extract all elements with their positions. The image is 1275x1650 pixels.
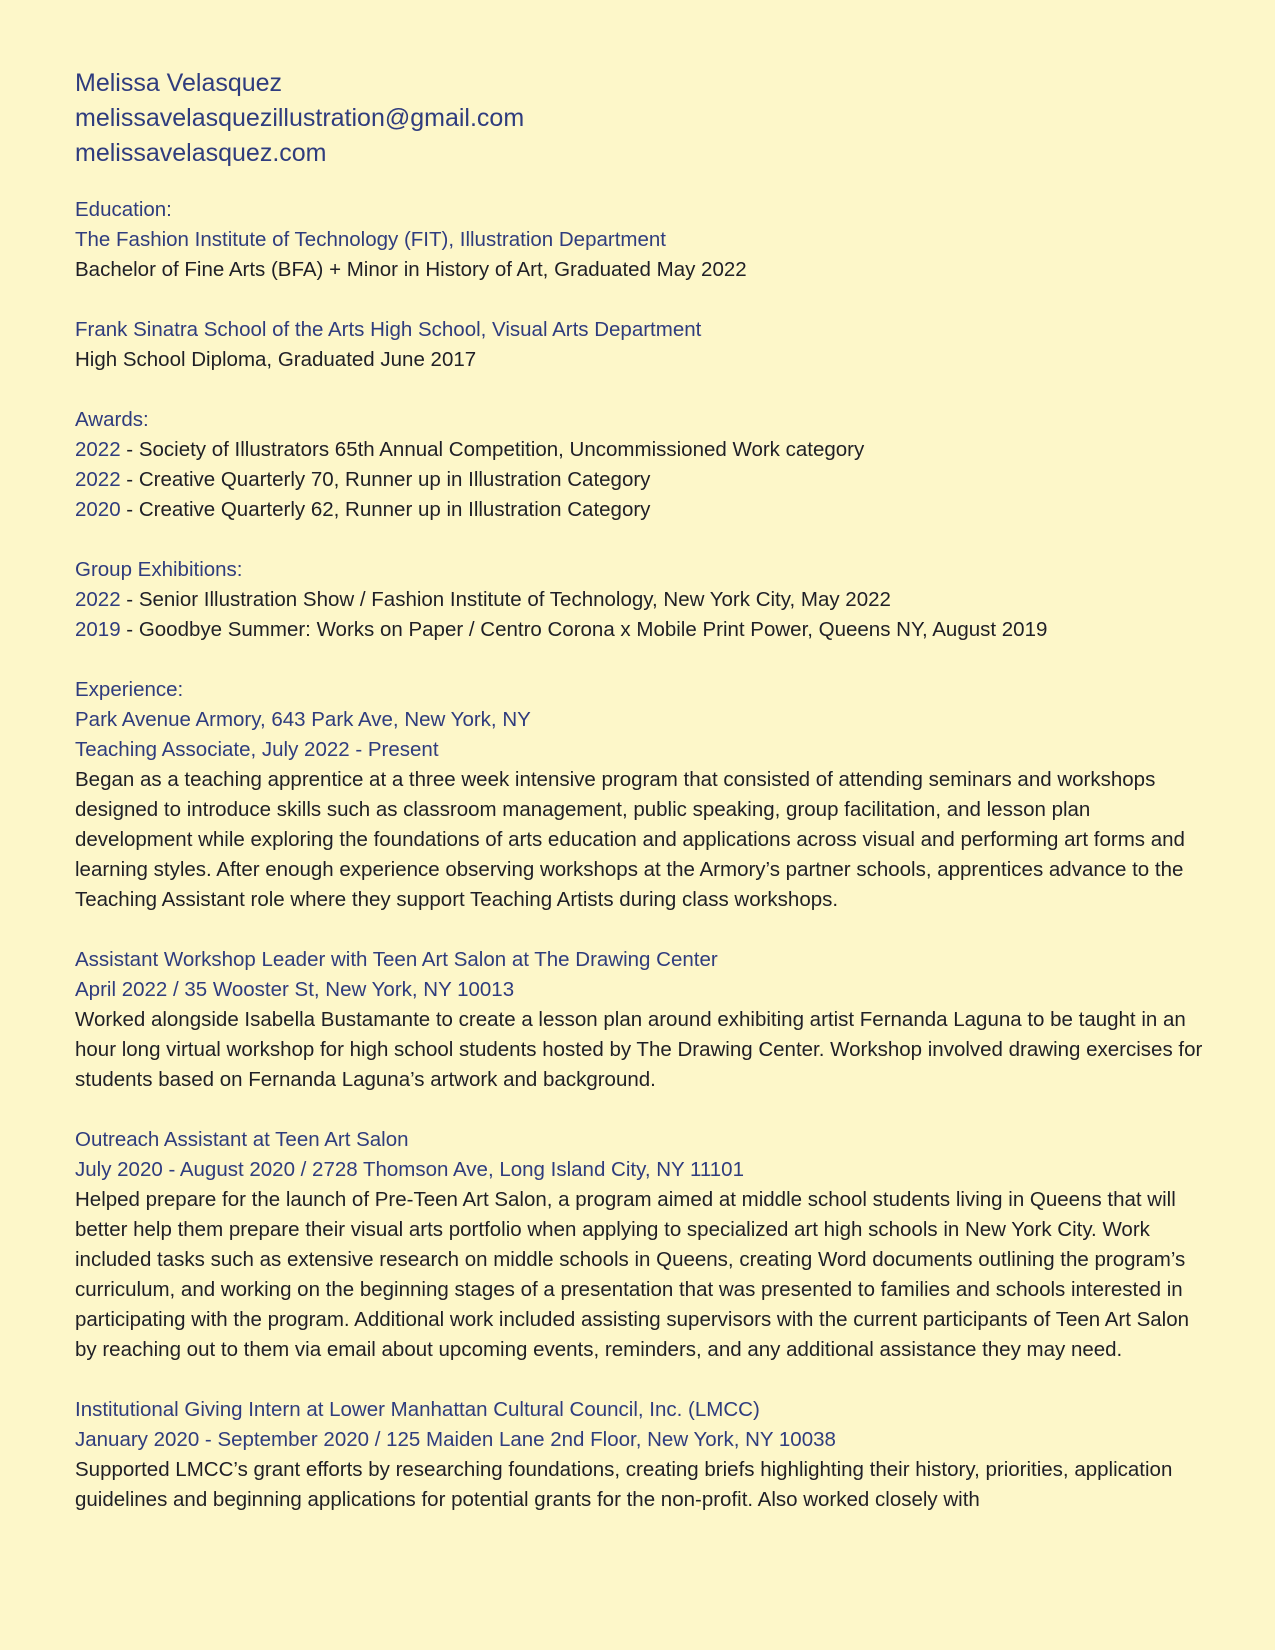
education-detail: High School Diploma, Graduated June 2017 [75, 348, 477, 371]
experience-title: Institutional Giving Intern at Lower Manhattan Cultural Council, Inc. (LMCC) [75, 1398, 760, 1421]
awards-label: Awards: [75, 408, 149, 431]
award-year: 2020 [75, 498, 121, 521]
award-item [75, 435, 1275, 465]
award-text: - Creative Quarterly 62, Runner up in Illustration Category [120, 498, 651, 521]
exhibition-text: - Senior Illustration Show / Fashion Institute of Technology, New York City, May 2022 [120, 588, 891, 611]
experience-description: Supported LMCC’s grant efforts by researching foundations, creating briefs highlighting their history, priorities, application guidelines and beginning applications for potential grants for the non-profit. Also worked closely with [75, 1458, 1173, 1511]
education-institution: The Fashion Institute of Technology (FIT), Illustration Department [75, 228, 666, 251]
exhibition-item [75, 585, 1275, 615]
award-year: 2022 [75, 468, 121, 491]
experience-role: July 2020 - August 2020 / 2728 Thomson Ave, Long Island City, NY 11101 [75, 1158, 744, 1181]
experience-role: April 2022 / 35 Wooster St, New York, NY 10013 [75, 978, 515, 1001]
resume-header [75, 66, 1275, 171]
exhibition-year: 2019 [75, 618, 121, 641]
experience-role: Teaching Associate, July 2022 - Present [75, 738, 439, 761]
experience-section [75, 675, 1275, 1515]
education-label: Education: [75, 198, 172, 221]
experience-label: Experience: [75, 678, 184, 701]
experience-entry [75, 945, 1275, 1095]
awards-section [75, 405, 1275, 525]
education-institution: Frank Sinatra School of the Arts High School, Visual Arts Department [75, 318, 702, 341]
award-item [75, 495, 1275, 525]
exhibition-item [75, 615, 1275, 645]
education-detail: Bachelor of Fine Arts (BFA) + Minor in History of Art, Graduated May 2022 [75, 258, 747, 281]
award-text: - Society of Illustrators 65th Annual Competition, Uncommissioned Work category [120, 438, 865, 461]
exhibitions-label: Group Exhibitions: [75, 558, 243, 581]
experience-entry [75, 705, 1275, 915]
exhibitions-section [75, 555, 1275, 645]
experience-title: Park Avenue Armory, 643 Park Ave, New York, NY [75, 708, 531, 731]
award-item [75, 465, 1275, 495]
applicant-email: melissavelasquezillustration@gmail.com [75, 104, 525, 132]
experience-description: Worked alongside Isabella Bustamante to create a lesson plan around exhibiting artist Fernanda Laguna to be taught in an hour long virtual workshop for high school students hosted by The Drawing Center. Workshop involved drawing exercises for students based on Fernanda Laguna’s artwork and background. [75, 1008, 1203, 1091]
experience-description: Helped prepare for the launch of Pre-Teen Art Salon, a program aimed at middle school students living in Queens that will better help them prepare their visual arts portfolio when applying to specialized art high schools in New York City. Work included tasks such as extensive research on middle schools in Queens, creating Word documents outlining the program’s curriculum, and working on the beginning stages of a presentation that was presented to families and schools interested in participating with the program. Additional work included assisting supervisors with the current participants of Teen Art Salon by reaching out to them via email about upcoming events, reminders, and any additional assistance they may need. [75, 1188, 1190, 1361]
experience-role: January 2020 - September 2020 / 125 Maiden Lane 2nd Floor, New York, NY 10038 [75, 1428, 836, 1451]
experience-title: Assistant Workshop Leader with Teen Art Salon at The Drawing Center [75, 948, 718, 971]
award-year: 2022 [75, 438, 121, 461]
experience-entry [75, 1395, 1275, 1515]
award-text: - Creative Quarterly 70, Runner up in Illustration Category [120, 468, 651, 491]
experience-description: Began as a teaching apprentice at a three week intensive program that consisted of attending seminars and workshops designed to introduce skills such as classroom management, public speaking, group facilitation, and lesson plan development while exploring the foundations of arts education and applications across visual and performing art forms and learning styles. After enough experience observing workshops at the Armory’s partner schools, apprentices advance to the Teaching Assistant role where they support Teaching Artists during class workshops. [75, 768, 1185, 911]
applicant-name: Melissa Velasquez [75, 69, 283, 97]
exhibition-year: 2022 [75, 588, 121, 611]
experience-entry [75, 1125, 1275, 1365]
exhibition-text: - Goodbye Summer: Works on Paper / Centro Corona x Mobile Print Power, Queens NY, August 2019 [120, 618, 1048, 641]
applicant-website: melissavelasquez.com [75, 139, 327, 167]
education-section [75, 195, 1275, 375]
experience-title: Outreach Assistant at Teen Art Salon [75, 1128, 409, 1151]
